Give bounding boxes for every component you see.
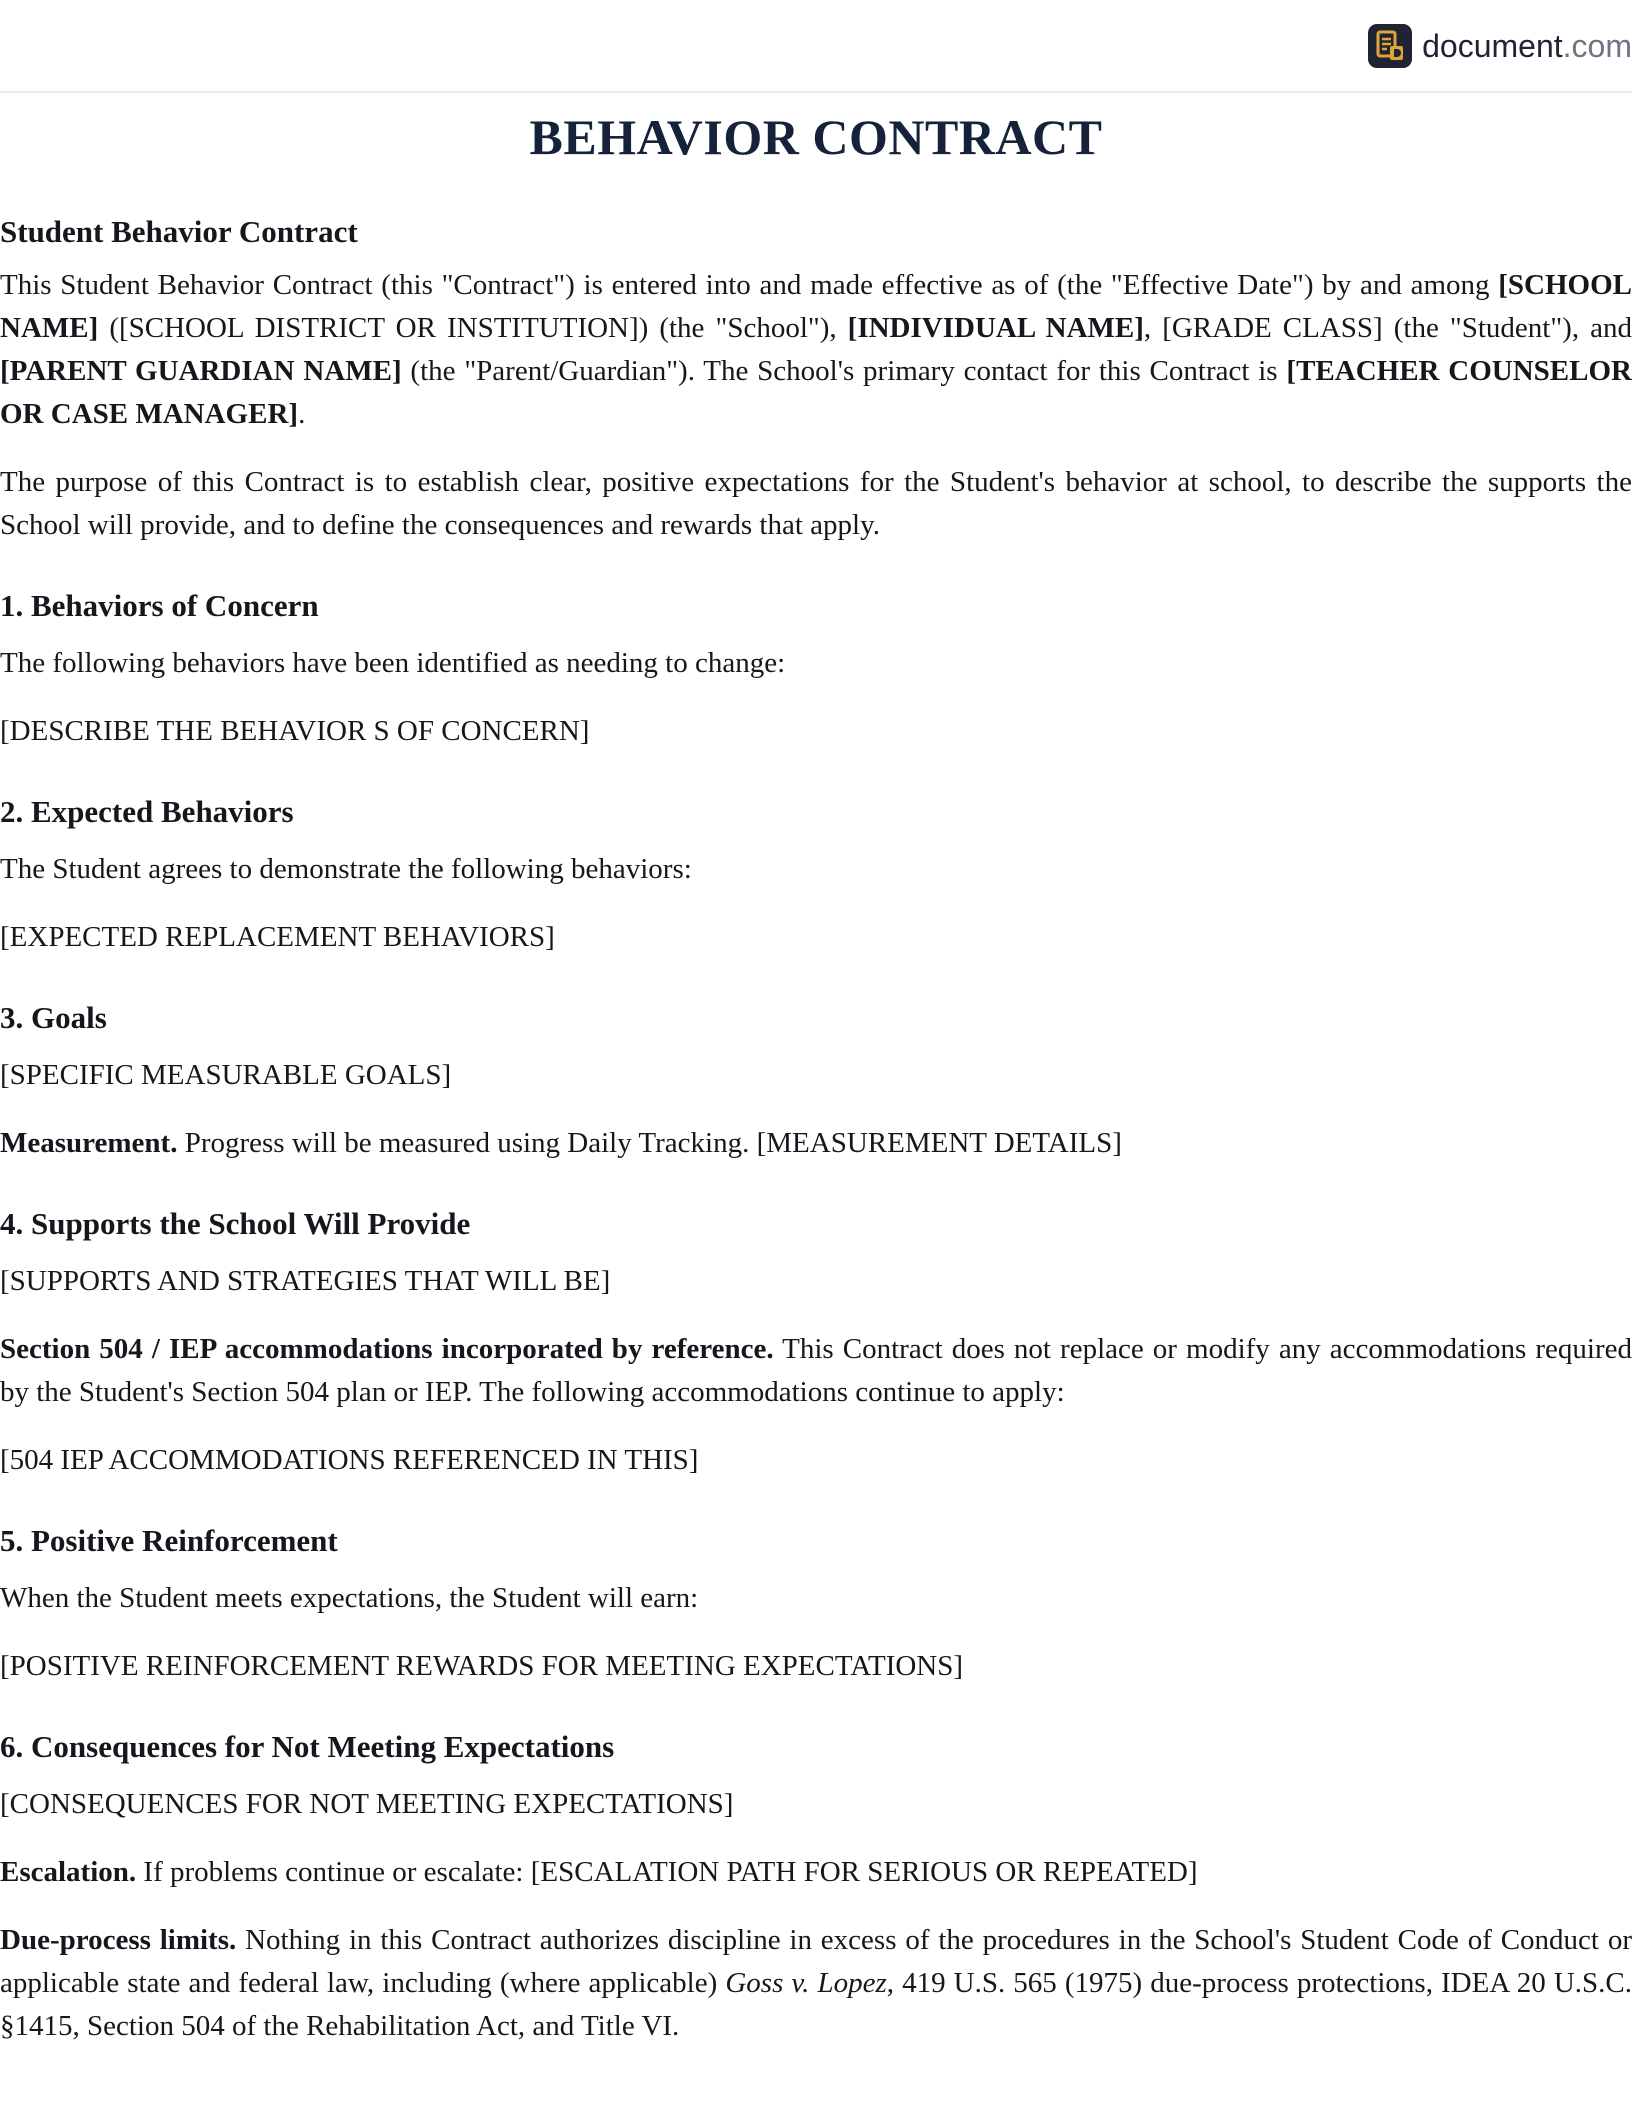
section-4-placeholder: [SUPPORTS AND STRATEGIES THAT WILL BE]: [0, 1265, 611, 1297]
section-1-heading: 1. Behaviors of Concern: [0, 588, 319, 623]
section-4-heading: 4. Supports the School Will Provide: [0, 1206, 471, 1241]
section-504-label: Section 504 / IEP accommodations incorporated by reference.: [0, 1333, 774, 1365]
section-4-accommodations: [504 IEP ACCOMMODATIONS REFERENCED IN THIS]: [0, 1444, 699, 1476]
section-2-heading: 2. Expected Behaviors: [0, 794, 294, 829]
brand-logo[interactable]: [1368, 24, 1632, 68]
section-6-placeholder: [CONSEQUENCES FOR NOT MEETING EXPECTATIONS]: [0, 1788, 734, 1820]
measurement-paragraph: Measurement. Progress will be measured using Daily Tracking. [MEASUREMENT DETAILS]: [0, 1127, 1122, 1159]
document-title: BEHAVIOR CONTRACT: [529, 109, 1103, 165]
section-5-placeholder: [POSITIVE REINFORCEMENT REWARDS FOR MEETING EXPECTATIONS]: [0, 1650, 964, 1682]
section-504-paragraph: Section 504 / IEP accommodations incorporated by reference. This Contract does not replace or modify any accommodations required by the Student's Section 504 plan or IEP. The following accommodations continue to apply:: [0, 1333, 1632, 1408]
section-2-placeholder: [EXPECTED REPLACEMENT BEHAVIORS]: [0, 921, 555, 953]
escalation-label: Escalation.: [0, 1856, 137, 1888]
page-header: [0, 0, 1632, 93]
section-3-heading: 3. Goals: [0, 1000, 107, 1035]
section-5-text: When the Student meets expectations, the Student will earn:: [0, 1582, 699, 1614]
document-logo-icon: [1368, 24, 1412, 68]
due-process-paragraph: Due-process limits. Nothing in this Contract authorizes discipline in excess of the procedures in the School's Student Code of Conduct or applicable state and federal law, including (where applicable) Goss v. Lopez, 419 U.S. 565 (1975) due-process protections, IDEA 20 U.S.C. §1415, Section 504 of the Rehabilitation Act, and Title VI.: [0, 1924, 1632, 2042]
section-6-heading: 6. Consequences for Not Meeting Expectations: [0, 1729, 615, 1764]
measurement-label: Measurement.: [0, 1127, 178, 1159]
section-5-heading: 5. Positive Reinforcement: [0, 1523, 338, 1558]
escalation-paragraph: Escalation. If problems continue or escalate: [ESCALATION PATH FOR SERIOUS OR REPEATED]: [0, 1856, 1198, 1888]
school-name-field: [SCHOOL NAME]: [0, 269, 1632, 344]
intro-paragraph: This Student Behavior Contract (this "Contract") is entered into and made effective as of (the "Effective Date") by and among [SCHOOL NAME] ([SCHOOL DISTRICT OR INSTITUTION]) (the "School"), [INDIVIDUAL NAME], [GRADE CLASS] (the "Student"), and [PARENT GUARDIAN NAME] (the "Parent/Guardian"). The School's primary contact for this Contract is [TEACHER COUNSELOR OR CASE MANAGER].: [0, 269, 1632, 430]
due-process-label: Due-process limits.: [0, 1924, 237, 1956]
case-citation: Goss v. Lopez: [725, 1967, 887, 1999]
section-1-placeholder: [DESCRIBE THE BEHAVIOR S OF CONCERN]: [0, 715, 590, 747]
section-3-placeholder: [SPECIFIC MEASURABLE GOALS]: [0, 1059, 452, 1091]
contract-subtitle: Student Behavior Contract: [0, 214, 358, 249]
purpose-paragraph: The purpose of this Contract is to establish clear, positive expectations for the Student's behavior at school, to describe the supports the School will provide, and to define the consequences and rewards that apply.: [0, 466, 1632, 541]
document-body: [0, 210, 1632, 2048]
contact-field: [TEACHER COUNSELOR OR CASE MANAGER]: [0, 355, 1632, 430]
brand-tld: .com: [1562, 27, 1632, 64]
parent-name-field: [PARENT GUARDIAN NAME]: [0, 355, 402, 387]
section-2-text: The Student agrees to demonstrate the following behaviors:: [0, 853, 692, 885]
brand-name: document.com: [1422, 27, 1632, 64]
individual-name-field: [INDIVIDUAL NAME]: [847, 312, 1144, 344]
section-1-text: The following behaviors have been identified as needing to change:: [0, 647, 786, 679]
